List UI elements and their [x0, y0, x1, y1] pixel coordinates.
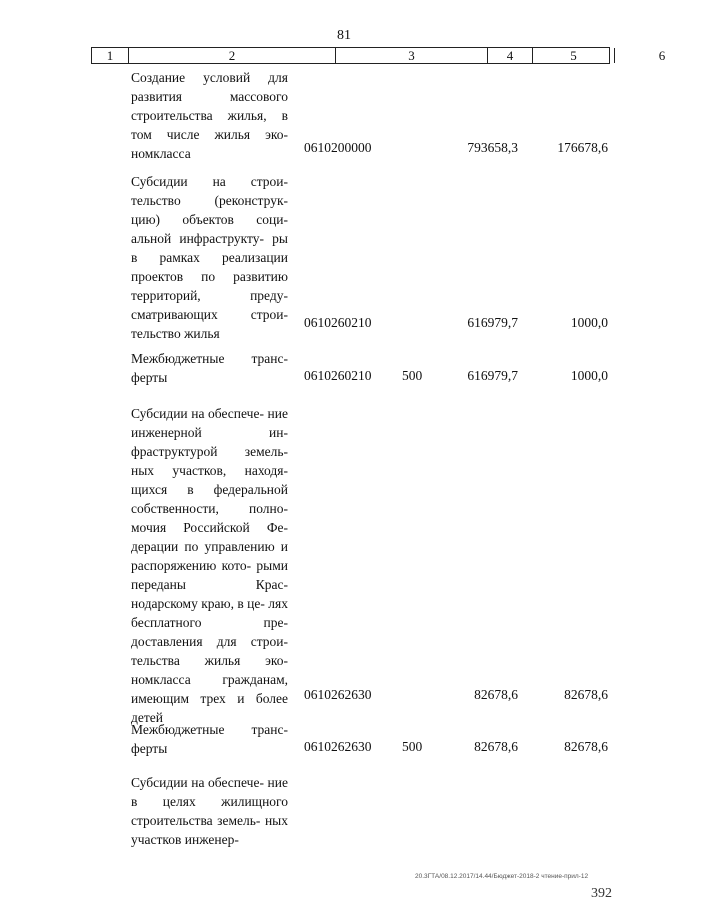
column-header-4: 4 — [488, 48, 533, 63]
row-description: Создание условий для развития массового строительства жилья, в том числе жилья эко- номкласса — [131, 70, 288, 161]
row-description: Субсидии на обеспече- ние в целях жилищного строительства земель- ных участков инженер- — [131, 775, 288, 847]
column-header-2: 2 — [129, 48, 336, 63]
handwritten-page-number: 392 — [591, 886, 612, 901]
table-row — [0, 349, 640, 389]
row-amount-col5: 82678,6 — [474, 687, 518, 702]
row-amount-col6: 1000,0 — [570, 368, 608, 383]
row-target-code: 0610200000 — [304, 140, 372, 155]
row-description: Межбюджетные транс- ферты — [131, 722, 288, 756]
table-header-row — [91, 47, 666, 64]
table-row — [0, 773, 640, 853]
column-header-1: 1 — [92, 48, 129, 63]
row-target-code: 0610260210 — [304, 315, 372, 330]
row-amount-col5: 616979,7 — [467, 368, 518, 383]
table-row — [0, 68, 640, 161]
column-header-6: 6 — [658, 48, 666, 63]
row-expense-type: 500 — [402, 368, 423, 383]
column-header-3: 3 — [336, 48, 488, 63]
row-amount-col5: 82678,6 — [474, 739, 518, 754]
table-row — [0, 720, 640, 760]
row-amount-col6: 1000,0 — [570, 315, 608, 330]
row-description: Субсидии на обеспече- ние инженерной ин- фраструктурой земель- ных участков, находя- щихся в федеральной собственности, полно- мочия Российской Фе- дерации по управлению и распоряжению кото- рыми переданы Крас- нодарскому краю, в це- лях бесплатного пре- доставления для строи- тельства жилья эко- номкласса гражданам, имеющим трех и более детей — [131, 406, 288, 725]
table-row — [0, 404, 640, 725]
document-path-stamp: 20.3ГТА/08.12.2017/14.44/Бюджет-2018-2 чтение-прил-12 — [415, 873, 589, 880]
row-description: Субсидии на строи- тельство (реконструк- цию) объектов соци- альной инфраструкту- ры в рамках реализации проектов по развитию территорий, преду- сматривающих строи- тельство жилья — [131, 174, 288, 341]
row-target-code: 0610262630 — [304, 687, 372, 702]
row-amount-col6: 82678,6 — [564, 739, 608, 754]
page-number: 81 — [337, 28, 351, 43]
row-target-code: 0610260210 — [304, 368, 372, 383]
column-header-5: 5 — [533, 48, 615, 63]
row-target-code: 0610262630 — [304, 739, 372, 754]
row-amount-col5: 793658,3 — [467, 140, 518, 155]
row-expense-type: 500 — [402, 739, 423, 754]
row-amount-col6: 176678,6 — [557, 140, 608, 155]
row-amount-col6: 82678,6 — [564, 687, 608, 702]
table-row — [0, 172, 640, 341]
row-description: Межбюджетные транс- ферты — [131, 351, 288, 385]
row-amount-col5: 616979,7 — [467, 315, 518, 330]
